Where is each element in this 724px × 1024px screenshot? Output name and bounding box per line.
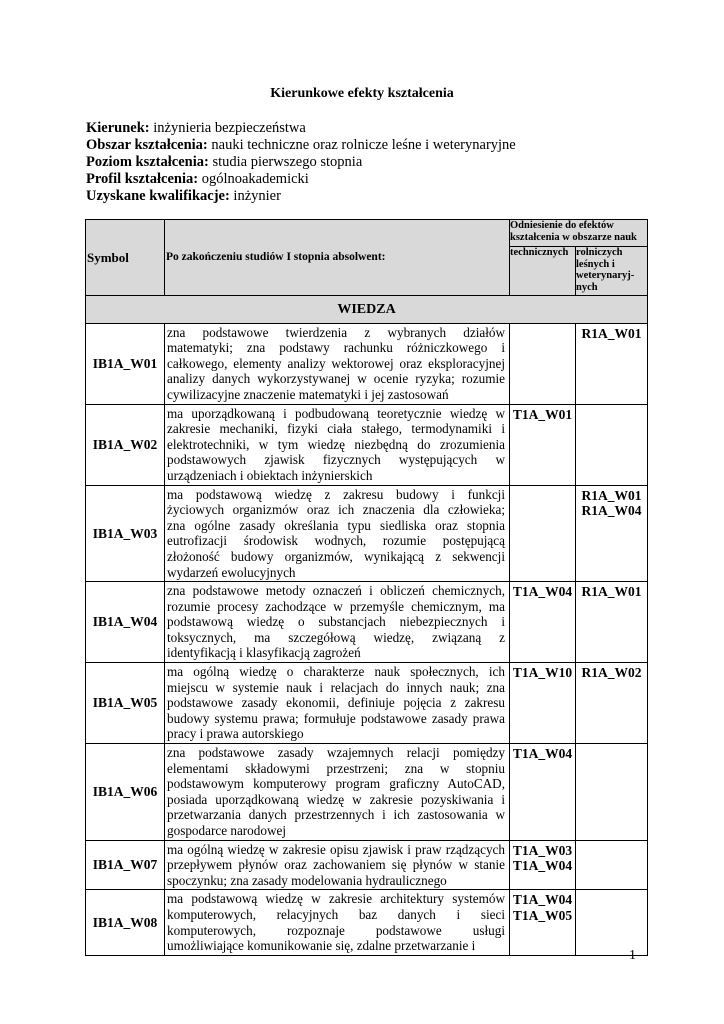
table-row bbox=[86, 840, 648, 890]
outcome-description bbox=[165, 890, 510, 955]
description-line: wydarzeń ewolucyjnych bbox=[167, 564, 296, 580]
outcome-rows bbox=[86, 323, 648, 955]
description-line: ma podstawową wiedzę w zakresie architektury systemów bbox=[167, 891, 505, 907]
table-row bbox=[86, 890, 648, 955]
outcome-description bbox=[165, 840, 510, 890]
description-line: posiada uporządkowaną wiedzę w zakresie pozyskiwania i bbox=[167, 791, 505, 807]
outcome-symbol: IB1A_W07 bbox=[86, 840, 165, 890]
description-line: całkowego, elementy analizy wektorowej oraz eksploracyjnej bbox=[167, 355, 505, 371]
outcome-description bbox=[165, 323, 510, 404]
description-line: zna podstawowe twierdzenia z wybranych działów bbox=[167, 324, 505, 340]
description-line: życiowych organizmów oraz ich znaczenia dla człowieka; bbox=[167, 502, 505, 518]
technical-reference: T1A_W04 T1A_W05 bbox=[510, 890, 576, 955]
table-row bbox=[86, 663, 648, 744]
technical-reference bbox=[510, 323, 576, 404]
technical-header: technicznych bbox=[510, 247, 576, 296]
outcome-symbol: IB1A_W04 bbox=[86, 582, 165, 663]
meta-row: Uzyskane kwalifikacje: inżynier bbox=[86, 188, 281, 204]
outcome-symbol: IB1A_W06 bbox=[86, 744, 165, 841]
agri-reference bbox=[576, 404, 648, 485]
description-line: miejscu w systemie nauk i relacjach do innych nauk; zna bbox=[167, 679, 505, 695]
description-line: podstawową wiedzę o substancjach niebezpiecznych i bbox=[167, 614, 505, 630]
agri-reference: R1A_W01 bbox=[576, 323, 648, 404]
table-row bbox=[86, 744, 648, 841]
description-line: ma uporządkowaną i podbudowaną teoretycznie wiedzę w bbox=[167, 405, 505, 421]
description-line: umożliwiające komunikowanie się, zdalne przetwarzanie i bbox=[167, 938, 476, 954]
table-header-row bbox=[86, 220, 648, 247]
outcome-description bbox=[165, 663, 510, 744]
outcome-symbol: IB1A_W01 bbox=[86, 323, 165, 404]
description-line: identyfikacją i klasyfikacją zagrożeń bbox=[167, 645, 361, 661]
section-title: WIEDZA bbox=[86, 296, 648, 324]
description-line: zakresie mechaniki, fizyki ciała stałego, termodynamiki i bbox=[167, 421, 505, 437]
description-line: przepływem płynów oraz zachowaniem się płynów w stanie bbox=[167, 857, 505, 873]
description-line: ma podstawową wiedzę z zakresu budowy i funkcji bbox=[167, 486, 505, 502]
description-line: zna podstawowe zasady wzajemnych relacji pomiędzy bbox=[167, 745, 505, 761]
technical-reference: T1A_W01 bbox=[510, 404, 576, 485]
description-line: ma ogólną wiedzę o charakterze nauk społecznych, ich bbox=[167, 664, 505, 680]
description-line: pracy i prawa autorskiego bbox=[167, 726, 304, 742]
description-line: gospodarce narodowej bbox=[167, 823, 287, 838]
program-metadata bbox=[86, 120, 516, 205]
outcome-symbol: IB1A_W08 bbox=[86, 890, 165, 955]
outcome-description bbox=[165, 582, 510, 663]
description-line: podstawowe zasady ekonomii, definiuje pojęcia z zakresu bbox=[167, 695, 505, 711]
meta-row: Poziom kształcenia: studia pierwszego stopnia bbox=[86, 154, 363, 170]
description-line: zna ogólne zasady określania typu siedliska oraz stopnia bbox=[167, 517, 505, 533]
description-line: toksycznych, ma szczegółową wiedzę, związaną z bbox=[167, 629, 505, 645]
reference-header: Odniesienie do efektów kształcenia w obszarze nauk bbox=[510, 220, 648, 247]
meta-row: Kierunek: inżynieria bezpieczeństwa bbox=[86, 120, 306, 136]
description-line: analizy danych wykorzystywanej w ocenie ryzyka; rozumie bbox=[167, 371, 505, 387]
description-line: cywilizacyjne znaczenie matematyki i jej zastosowań bbox=[167, 386, 449, 402]
learning-outcomes-table bbox=[85, 219, 648, 956]
table-row bbox=[86, 323, 648, 404]
description-header: Po zakończeniu studiów I stopnia absolwent: bbox=[165, 220, 510, 296]
outcome-symbol: IB1A_W02 bbox=[86, 404, 165, 485]
outcome-symbol: IB1A_W03 bbox=[86, 485, 165, 582]
description-line: eutrofizacji środowisk wodnych, rozumie postępującą bbox=[167, 533, 505, 549]
description-line: przetwarzania danych przestrzennych i ich zastosowania w bbox=[167, 807, 505, 823]
technical-reference: T1A_W04 bbox=[510, 582, 576, 663]
section-row bbox=[86, 296, 648, 324]
agri-header: rolniczych leśnych i weterynaryj-nych bbox=[576, 247, 648, 296]
outcome-description bbox=[165, 404, 510, 485]
agri-reference bbox=[576, 890, 648, 955]
description-line: ma ogólną wiedzę w zakresie opisu zjawisk i praw rządzących bbox=[167, 841, 505, 857]
description-line: podstawowych zjawisk fizycznych występujących w bbox=[167, 452, 505, 468]
table-row bbox=[86, 582, 648, 663]
table-row bbox=[86, 404, 648, 485]
description-line: zna podstawowe metody oznaczeń i obliczeń chemicznych, bbox=[167, 583, 505, 599]
technical-reference: T1A_W04 bbox=[510, 744, 576, 841]
description-line: budowy systemu prawa; formułuje podstawowe zasady prawa bbox=[167, 710, 505, 726]
technical-reference: T1A_W10 bbox=[510, 663, 576, 744]
description-line: złożoność budowy organizmów, wynikającą z sekwencji bbox=[167, 548, 505, 564]
description-line: urządzeniach i obiektach inżynierskich bbox=[167, 467, 373, 483]
symbol-header: Symbol bbox=[86, 220, 165, 296]
agri-reference: R1A_W01 bbox=[576, 582, 648, 663]
agri-reference bbox=[576, 840, 648, 890]
description-line: elementami składowymi przestrzeni; zna w stopniu bbox=[167, 760, 505, 776]
outcome-description bbox=[165, 744, 510, 841]
agri-reference: R1A_W02 bbox=[576, 663, 648, 744]
description-line: komputerowych, relacyjnych baz danych i sieci bbox=[167, 906, 505, 922]
page-number: 1 bbox=[629, 948, 636, 963]
agri-reference: R1A_W01 R1A_W04 bbox=[576, 485, 648, 582]
meta-row: Obszar kształcenia: nauki techniczne oraz rolnicze leśne i weterynaryjne bbox=[86, 137, 516, 153]
description-line: rozumie procesy zachodzące w przemyśle chemicznym, ma bbox=[167, 598, 505, 614]
technical-reference: T1A_W03 T1A_W04 bbox=[510, 840, 576, 890]
document-title: Kierunkowe efekty kształcenia bbox=[270, 86, 454, 101]
outcome-symbol: IB1A_W05 bbox=[86, 663, 165, 744]
description-line: elektrotechniki, w tym wiedzę niezbędną do zrozumienia bbox=[167, 436, 505, 452]
meta-row: Profil kształcenia: ogólnoakademicki bbox=[86, 171, 309, 187]
description-line: spoczynku; zna zasady modelowania hydraulicznego bbox=[167, 872, 447, 888]
description-line: komputerowych, rozpoznaje podstawowe usługi bbox=[167, 922, 505, 938]
agri-reference bbox=[576, 744, 648, 841]
table-row bbox=[86, 485, 648, 582]
description-line: podstawowym komputerowy program graficzny AutoCAD, bbox=[167, 776, 505, 792]
description-line: matematyki; zna podstawy rachunku różniczkowego i bbox=[167, 340, 505, 356]
technical-reference bbox=[510, 485, 576, 582]
outcome-description bbox=[165, 485, 510, 582]
